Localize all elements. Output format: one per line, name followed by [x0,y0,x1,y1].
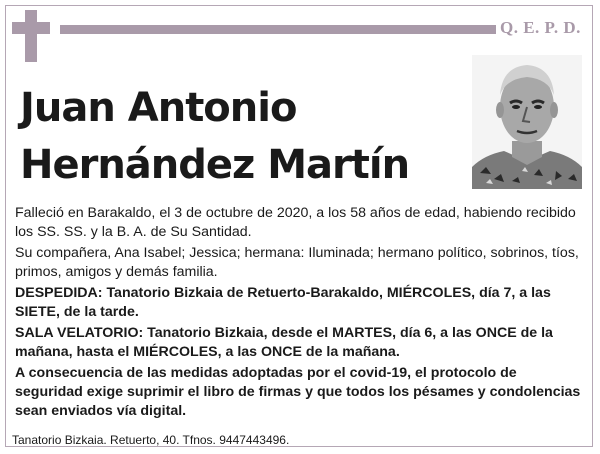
death-announcement: Falleció en Barakaldo, el 3 de octubre de 2020, a los 58 años de edad, habiendo recibido los SS. SS. y la B. A. de Su Santidad. [15,205,576,240]
header-bar [60,25,496,34]
deceased-name [20,80,450,194]
portrait-photo [472,55,582,189]
name-line-1: Juan Antonio [20,85,297,131]
portrait-image [472,55,582,189]
covid-notice: A consecuencia de las medidas adoptadas por el covid-19, el protocolo de seguridad exige suprimir el libro de firmas y que todos los pésames y condolencias sean enviados vía digital. [15,365,581,419]
family-list: Su compañera, Ana Isabel; Jessica; hermana: Iluminada; hermano político, sobrinos, tíos, primos, amigos y demás familia. [15,245,579,280]
cross-icon-horizontal [12,22,50,34]
name-line-2: Hernández Martín [20,142,410,188]
cross-icon-vertical [25,10,37,62]
qepd-label: Q. E. P. D. [500,18,581,37]
notice-body [15,204,585,423]
farewell-details: DESPEDIDA: Tanatorio Bizkaia de Retuerto-Barakaldo, MIÉRCOLES, día 7, a las SIETE, de la tarde. [15,285,551,320]
funeral-home-contact: Tanatorio Bizkaia. Retuerto, 40. Tfnos. 9447443496. [12,433,290,447]
wake-room-details: SALA VELATORIO: Tanatorio Bizkaia, desde el MARTES, día 6, a las ONCE de la mañana, hasta el MIÉRCOLES, a las ONCE de la mañana. [15,325,553,360]
